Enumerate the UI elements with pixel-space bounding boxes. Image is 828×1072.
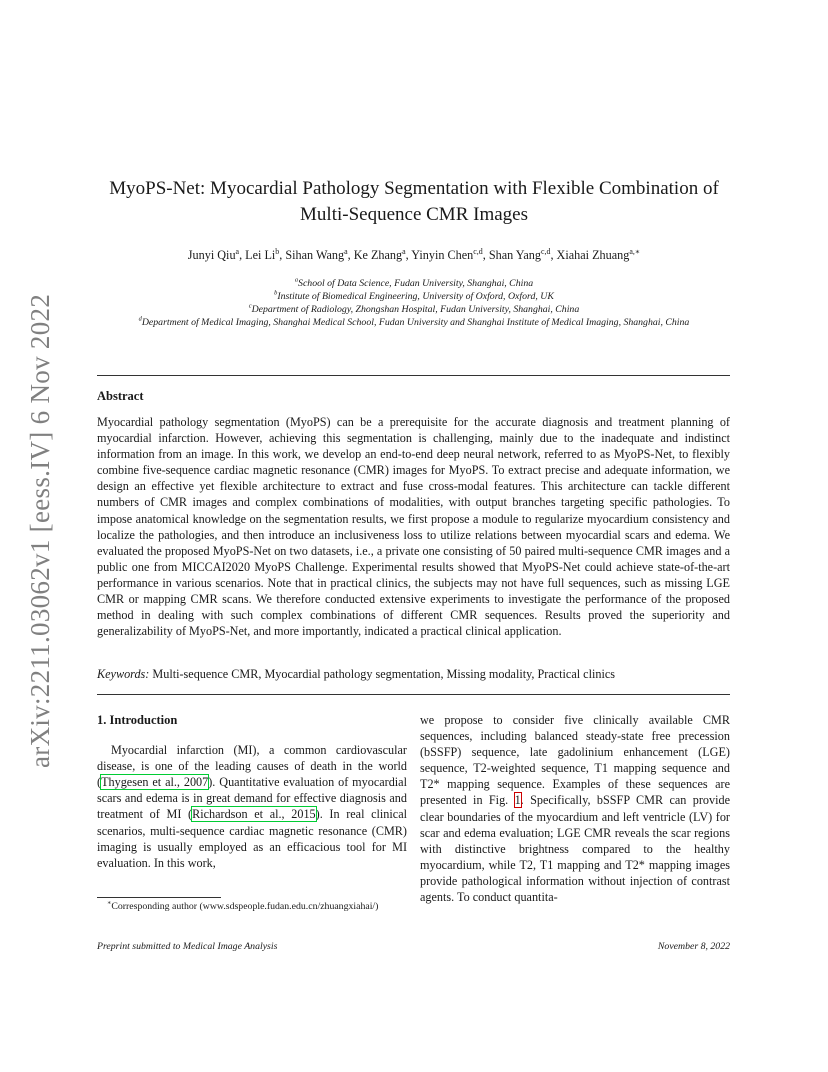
body-column-right [420,712,730,905]
author: Ke Zhang$^a$ [353,246,406,262]
affiliation: $^b$Institute of Biomedical Engineering, University of Oxford, Oxford, UK [274,289,554,302]
title-line-1: MyoPS-Net: Myocardial Pathology Segmentation with Flexible Combination of [109,178,719,199]
abstract-text: Myocardial pathology segmentation (MyoPS) can be a prerequisite for the accurate diagnosis and treatment planning of myocardial infarction. However, achieving this segmentation is challenging, mainly due to the inadequate and indistinct information from an image. In this work, we develop an end-to-end deep neural network, referred to as MyoPS-Net, to flexibly combine five-sequence cardiac magnetic resonance (CMR) images for MyoPS. To extract precise and adequate information, we design an effective yet flexible architecture to extract and fuse cross-modal features. This architecture can tackle different numbers of CMR images and complex combinations of modalities, with output branches targeting specific pathologies. To impose anatomical knowledge on the segmentation results, we first propose a module to regularize myocardium consistency and localize the pathologies, and then introduce an inclusiveness loss to utilize relations between myocardial scars and edema. We evaluated the proposed MyoPS-Net on two datasets, i.e., a private one consisting of 50 paired multi-sequence CMR images and a public one from MICCAI2020 MyoPS Challenge. Experimental results showed that MyoPS-Net could achieve state-of-the-art performance in various scenarios. Note that in practical clinics, the subjects may not have full sequences, such as missing LGE CMR or mapping CMR scans. We therefore conducted extensive experiments to investigate the performance of the proposed method in dealing with such complex combinations of different CMR sequences. Results proved the superiority and generalizability of MyoPS-Net, and more importantly, indicated a practical clinical application. [97,415,730,639]
affiliation: $^a$School of Data Science, Fudan University, Shanghai, China [294,276,534,289]
author: Sihan Wang$^a$ [285,246,348,262]
keywords-text: Multi-sequence CMR, Myocardial pathology segmentation, Missing modality, Practical clinics [152,667,615,681]
keywords-label: Keywords: [97,667,150,681]
section-heading: 1. Introduction [97,713,178,727]
title-line-2: Multi-Sequence CMR Images [300,204,528,225]
figure-ref-link[interactable]: 1 [514,793,521,808]
abstract-bottom-rule [97,694,730,695]
affiliation-list [80,277,748,329]
citation-link[interactable]: Richardson et al., 2015 [192,807,316,822]
author: Yinyin Chen$^{c,d}$ [411,246,483,262]
intro-paragraph-continued: we propose to consider five clinically available CMR sequences, including balanced steady-state free precession (bSSFP) sequence, late gadolinium enhancement (LGE) sequence, T2-weighted sequence, T1 mapping sequence and T2* mapping sequence. Examples of these sequences are presented in Fig. 1. Specifically, bSSFP CMR can provide clear boundaries of the myocardium and left ventricle (LV) for scar and edema evaluation; LGE CMR reveals the scar regions with distinctive brightness compared to the healthy myocardium, while T2, T1 mapping and T2* mapping images provide pathological information without injection of contrast agents. To conduct quantita- [420,713,730,905]
author-list: Junyi Qiu$^a$, Lei Li$^b$, Sihan Wang$^a$, Ke Zhang$^a$, Yinyin Chen$^{c,d}$, Shan Yang$^{c,d}$, Xiahai Zhuang$^{a,∗}$ [187,246,641,262]
paper-title [96,176,732,228]
author: Xiahai Zhuang$^{a,∗}$ [556,246,641,262]
abstract-heading: Abstract [97,389,144,403]
citation-link[interactable]: Thygesen et al., 2007 [101,775,209,790]
keywords [97,666,730,682]
affiliation: $^c$Department of Radiology, Zhongshan Hospital, Fudan University, Shanghai, China [248,302,580,315]
intro-paragraph: Myocardial infarction (MI), a common cardiovascular disease, is one of the leading causes of death in the world (Thygesen et al., 2007). Quantitative evaluation of myocardial scars and edema is in great demand for effective diagnosis and treatment of MI (Richardson et al., 2015). In real clinical scenarios, multi-sequence cardiac magnetic resonance (CMR) imaging is usually employed as an efficacious tool for MI evaluation. In this work, [97,743,407,870]
abstract-top-rule [97,375,730,376]
footer-date: November 8, 2022 [657,941,730,952]
footnote: ∗Corresponding author (www.sdspeople.fudan.edu.cn/zhuangxiahai/) [107,899,379,912]
arxiv-id-text: arXiv:2211.03062v1 [eess.IV] 6 Nov 2022 [25,293,55,768]
footnote-rule [97,897,221,898]
affiliation: $^d$Department of Medical Imaging, Shanghai Medical School, Fudan University and Shanghai Institute of Medical Imaging, Shanghai, China [138,315,690,328]
author: Junyi Qiu$^a$ [187,246,240,262]
body-column-left [97,712,407,871]
author: Shan Yang$^{c,d}$ [488,246,551,262]
author: Lei Li$^b$ [245,246,280,262]
arxiv-identifier-stamp [20,288,66,768]
footer-journal: Preprint submitted to Medical Image Analysis [97,941,278,952]
